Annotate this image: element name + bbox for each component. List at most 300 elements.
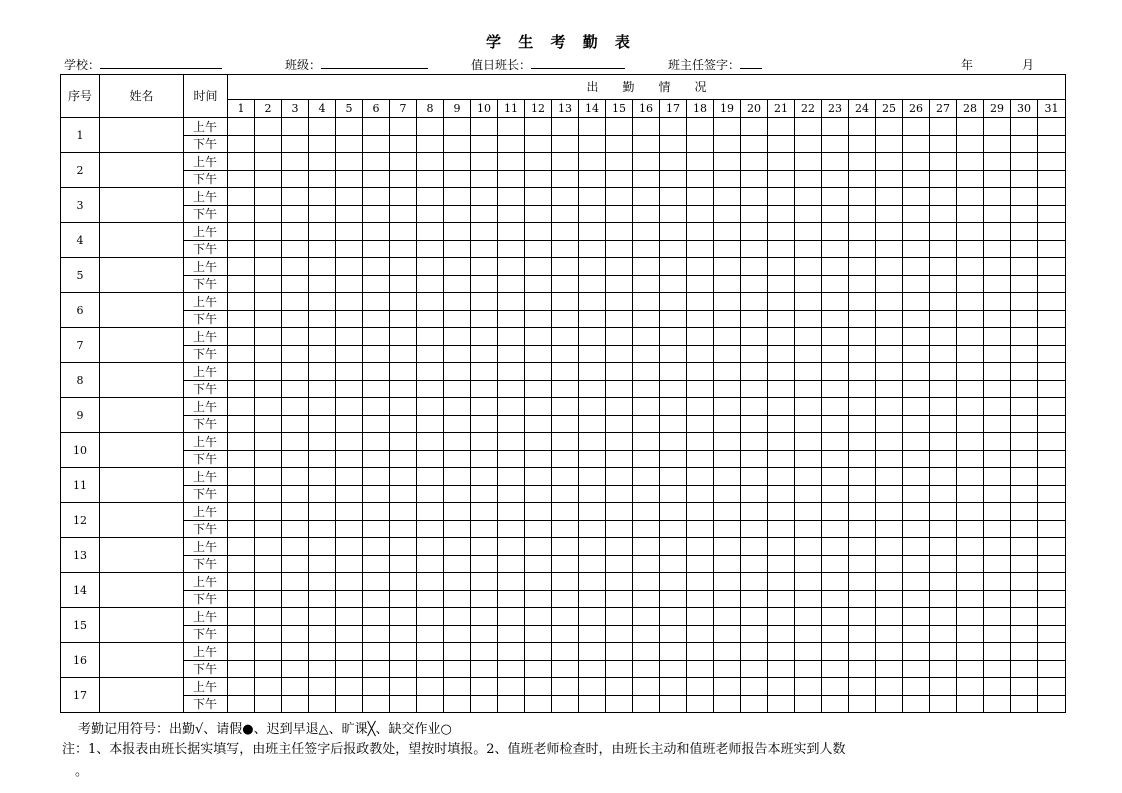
attendance-cell[interactable]: [417, 643, 444, 661]
attendance-cell[interactable]: [903, 293, 930, 311]
attendance-cell[interactable]: [228, 608, 255, 626]
attendance-cell[interactable]: [390, 118, 417, 136]
attendance-cell[interactable]: [255, 433, 282, 451]
attendance-cell[interactable]: [741, 311, 768, 328]
attendance-cell[interactable]: [390, 363, 417, 381]
attendance-cell[interactable]: [363, 556, 390, 573]
attendance-cell[interactable]: [687, 661, 714, 678]
attendance-cell[interactable]: [552, 416, 579, 433]
attendance-cell[interactable]: [876, 328, 903, 346]
attendance-cell[interactable]: [660, 486, 687, 503]
attendance-cell[interactable]: [822, 136, 849, 153]
attendance-cell[interactable]: [1038, 153, 1066, 171]
attendance-cell[interactable]: [741, 363, 768, 381]
attendance-cell[interactable]: [417, 678, 444, 696]
attendance-cell[interactable]: [795, 486, 822, 503]
attendance-cell[interactable]: [903, 556, 930, 573]
attendance-cell[interactable]: [471, 451, 498, 468]
attendance-cell[interactable]: [606, 521, 633, 538]
attendance-cell[interactable]: [309, 363, 336, 381]
attendance-cell[interactable]: [741, 171, 768, 188]
attendance-cell[interactable]: [849, 363, 876, 381]
attendance-cell[interactable]: [363, 206, 390, 223]
attendance-cell[interactable]: [336, 643, 363, 661]
attendance-cell[interactable]: [363, 346, 390, 363]
attendance-cell[interactable]: [363, 381, 390, 398]
attendance-cell[interactable]: [606, 626, 633, 643]
attendance-cell[interactable]: [228, 118, 255, 136]
attendance-cell[interactable]: [984, 696, 1011, 713]
attendance-cell[interactable]: [309, 608, 336, 626]
attendance-cell[interactable]: [471, 678, 498, 696]
attendance-cell[interactable]: [390, 468, 417, 486]
attendance-cell[interactable]: [525, 118, 552, 136]
attendance-cell[interactable]: [1038, 661, 1066, 678]
attendance-cell[interactable]: [444, 416, 471, 433]
attendance-cell[interactable]: [768, 328, 795, 346]
attendance-cell[interactable]: [282, 538, 309, 556]
attendance-cell[interactable]: [552, 363, 579, 381]
attendance-cell[interactable]: [444, 538, 471, 556]
attendance-cell[interactable]: [336, 503, 363, 521]
student-name-cell[interactable]: [100, 118, 184, 153]
attendance-cell[interactable]: [606, 591, 633, 608]
attendance-cell[interactable]: [498, 206, 525, 223]
attendance-cell[interactable]: [255, 311, 282, 328]
attendance-cell[interactable]: [579, 136, 606, 153]
attendance-cell[interactable]: [876, 608, 903, 626]
attendance-cell[interactable]: [417, 556, 444, 573]
attendance-cell[interactable]: [417, 223, 444, 241]
attendance-cell[interactable]: [417, 136, 444, 153]
attendance-cell[interactable]: [471, 258, 498, 276]
attendance-cell[interactable]: [417, 608, 444, 626]
attendance-cell[interactable]: [903, 346, 930, 363]
attendance-cell[interactable]: [282, 346, 309, 363]
student-name-cell[interactable]: [100, 468, 184, 503]
attendance-cell[interactable]: [768, 276, 795, 293]
attendance-cell[interactable]: [606, 346, 633, 363]
attendance-cell[interactable]: [795, 311, 822, 328]
attendance-cell[interactable]: [552, 346, 579, 363]
attendance-cell[interactable]: [984, 398, 1011, 416]
attendance-cell[interactable]: [930, 276, 957, 293]
attendance-cell[interactable]: [1011, 346, 1038, 363]
attendance-cell[interactable]: [687, 486, 714, 503]
attendance-cell[interactable]: [417, 118, 444, 136]
attendance-cell[interactable]: [444, 171, 471, 188]
attendance-cell[interactable]: [714, 556, 741, 573]
attendance-cell[interactable]: [984, 363, 1011, 381]
attendance-cell[interactable]: [498, 276, 525, 293]
attendance-cell[interactable]: [768, 346, 795, 363]
attendance-cell[interactable]: [930, 118, 957, 136]
attendance-cell[interactable]: [687, 136, 714, 153]
attendance-cell[interactable]: [687, 153, 714, 171]
attendance-cell[interactable]: [903, 136, 930, 153]
attendance-cell[interactable]: [849, 223, 876, 241]
attendance-cell[interactable]: [309, 276, 336, 293]
attendance-cell[interactable]: [417, 311, 444, 328]
attendance-cell[interactable]: [390, 503, 417, 521]
attendance-cell[interactable]: [525, 643, 552, 661]
attendance-cell[interactable]: [903, 591, 930, 608]
attendance-cell[interactable]: [984, 538, 1011, 556]
attendance-cell[interactable]: [1038, 626, 1066, 643]
attendance-cell[interactable]: [957, 381, 984, 398]
attendance-cell[interactable]: [471, 661, 498, 678]
attendance-cell[interactable]: [795, 346, 822, 363]
attendance-cell[interactable]: [984, 328, 1011, 346]
attendance-cell[interactable]: [282, 311, 309, 328]
attendance-cell[interactable]: [336, 433, 363, 451]
attendance-cell[interactable]: [984, 136, 1011, 153]
attendance-cell[interactable]: [228, 311, 255, 328]
attendance-cell[interactable]: [579, 451, 606, 468]
attendance-cell[interactable]: [579, 311, 606, 328]
attendance-cell[interactable]: [552, 661, 579, 678]
attendance-cell[interactable]: [606, 136, 633, 153]
attendance-cell[interactable]: [282, 678, 309, 696]
attendance-cell[interactable]: [741, 346, 768, 363]
attendance-cell[interactable]: [795, 433, 822, 451]
attendance-cell[interactable]: [417, 188, 444, 206]
attendance-cell[interactable]: [471, 503, 498, 521]
attendance-cell[interactable]: [363, 171, 390, 188]
attendance-cell[interactable]: [876, 118, 903, 136]
attendance-cell[interactable]: [1011, 451, 1038, 468]
attendance-cell[interactable]: [822, 573, 849, 591]
attendance-cell[interactable]: [498, 258, 525, 276]
attendance-cell[interactable]: [903, 451, 930, 468]
attendance-cell[interactable]: [687, 626, 714, 643]
attendance-cell[interactable]: [687, 293, 714, 311]
attendance-cell[interactable]: [363, 591, 390, 608]
attendance-cell[interactable]: [552, 136, 579, 153]
attendance-cell[interactable]: [390, 591, 417, 608]
attendance-cell[interactable]: [336, 118, 363, 136]
attendance-cell[interactable]: [390, 643, 417, 661]
attendance-cell[interactable]: [336, 573, 363, 591]
attendance-cell[interactable]: [552, 311, 579, 328]
attendance-cell[interactable]: [309, 311, 336, 328]
attendance-cell[interactable]: [606, 206, 633, 223]
attendance-cell[interactable]: [687, 118, 714, 136]
attendance-cell[interactable]: [228, 468, 255, 486]
attendance-cell[interactable]: [309, 171, 336, 188]
attendance-cell[interactable]: [660, 416, 687, 433]
attendance-cell[interactable]: [498, 136, 525, 153]
attendance-cell[interactable]: [741, 153, 768, 171]
attendance-cell[interactable]: [687, 503, 714, 521]
attendance-cell[interactable]: [552, 171, 579, 188]
attendance-cell[interactable]: [984, 311, 1011, 328]
attendance-cell[interactable]: [228, 503, 255, 521]
attendance-cell[interactable]: [903, 678, 930, 696]
attendance-cell[interactable]: [552, 206, 579, 223]
attendance-cell[interactable]: [849, 206, 876, 223]
attendance-cell[interactable]: [741, 381, 768, 398]
attendance-cell[interactable]: [309, 521, 336, 538]
attendance-cell[interactable]: [579, 538, 606, 556]
attendance-cell[interactable]: [525, 486, 552, 503]
attendance-cell[interactable]: [471, 591, 498, 608]
attendance-cell[interactable]: [1011, 293, 1038, 311]
attendance-cell[interactable]: [714, 381, 741, 398]
attendance-cell[interactable]: [255, 136, 282, 153]
attendance-cell[interactable]: [1038, 241, 1066, 258]
attendance-cell[interactable]: [876, 311, 903, 328]
student-name-cell[interactable]: [100, 153, 184, 188]
attendance-cell[interactable]: [606, 398, 633, 416]
attendance-cell[interactable]: [390, 416, 417, 433]
attendance-cell[interactable]: [525, 416, 552, 433]
attendance-cell[interactable]: [390, 136, 417, 153]
attendance-cell[interactable]: [579, 206, 606, 223]
attendance-cell[interactable]: [876, 171, 903, 188]
attendance-cell[interactable]: [633, 416, 660, 433]
attendance-cell[interactable]: [606, 503, 633, 521]
attendance-cell[interactable]: [282, 293, 309, 311]
attendance-cell[interactable]: [390, 678, 417, 696]
attendance-cell[interactable]: [309, 591, 336, 608]
attendance-cell[interactable]: [903, 381, 930, 398]
attendance-cell[interactable]: [1038, 398, 1066, 416]
attendance-cell[interactable]: [795, 206, 822, 223]
attendance-cell[interactable]: [606, 258, 633, 276]
attendance-cell[interactable]: [444, 241, 471, 258]
attendance-cell[interactable]: [471, 538, 498, 556]
attendance-cell[interactable]: [930, 573, 957, 591]
attendance-cell[interactable]: [525, 433, 552, 451]
attendance-cell[interactable]: [849, 118, 876, 136]
attendance-cell[interactable]: [768, 503, 795, 521]
attendance-cell[interactable]: [768, 591, 795, 608]
attendance-cell[interactable]: [363, 118, 390, 136]
attendance-cell[interactable]: [579, 241, 606, 258]
attendance-cell[interactable]: [687, 276, 714, 293]
attendance-cell[interactable]: [768, 538, 795, 556]
attendance-cell[interactable]: [282, 381, 309, 398]
attendance-cell[interactable]: [336, 328, 363, 346]
attendance-cell[interactable]: [579, 381, 606, 398]
attendance-cell[interactable]: [687, 206, 714, 223]
attendance-cell[interactable]: [633, 591, 660, 608]
attendance-cell[interactable]: [336, 468, 363, 486]
attendance-cell[interactable]: [444, 363, 471, 381]
attendance-cell[interactable]: [471, 486, 498, 503]
attendance-cell[interactable]: [1038, 538, 1066, 556]
attendance-cell[interactable]: [390, 293, 417, 311]
attendance-cell[interactable]: [471, 521, 498, 538]
attendance-cell[interactable]: [498, 521, 525, 538]
attendance-cell[interactable]: [390, 223, 417, 241]
attendance-cell[interactable]: [849, 608, 876, 626]
attendance-cell[interactable]: [1038, 328, 1066, 346]
attendance-cell[interactable]: [552, 328, 579, 346]
attendance-cell[interactable]: [606, 118, 633, 136]
attendance-cell[interactable]: [795, 591, 822, 608]
attendance-cell[interactable]: [444, 311, 471, 328]
attendance-cell[interactable]: [255, 486, 282, 503]
attendance-cell[interactable]: [714, 136, 741, 153]
attendance-cell[interactable]: [795, 363, 822, 381]
attendance-cell[interactable]: [525, 153, 552, 171]
attendance-cell[interactable]: [417, 328, 444, 346]
attendance-cell[interactable]: [390, 241, 417, 258]
attendance-cell[interactable]: [714, 661, 741, 678]
attendance-cell[interactable]: [390, 486, 417, 503]
attendance-cell[interactable]: [714, 241, 741, 258]
attendance-cell[interactable]: [768, 678, 795, 696]
attendance-cell[interactable]: [714, 608, 741, 626]
attendance-cell[interactable]: [687, 363, 714, 381]
attendance-cell[interactable]: [660, 188, 687, 206]
attendance-cell[interactable]: [984, 276, 1011, 293]
attendance-cell[interactable]: [1011, 468, 1038, 486]
attendance-cell[interactable]: [1038, 678, 1066, 696]
attendance-cell[interactable]: [282, 521, 309, 538]
attendance-cell[interactable]: [687, 591, 714, 608]
attendance-cell[interactable]: [633, 153, 660, 171]
attendance-cell[interactable]: [1038, 206, 1066, 223]
attendance-cell[interactable]: [984, 661, 1011, 678]
student-name-cell[interactable]: [100, 678, 184, 713]
attendance-cell[interactable]: [876, 398, 903, 416]
attendance-cell[interactable]: [930, 398, 957, 416]
attendance-cell[interactable]: [282, 556, 309, 573]
attendance-cell[interactable]: [633, 241, 660, 258]
attendance-cell[interactable]: [633, 626, 660, 643]
attendance-cell[interactable]: [741, 223, 768, 241]
attendance-cell[interactable]: [228, 416, 255, 433]
attendance-cell[interactable]: [849, 451, 876, 468]
attendance-cell[interactable]: [660, 258, 687, 276]
attendance-cell[interactable]: [849, 311, 876, 328]
attendance-cell[interactable]: [444, 696, 471, 713]
attendance-cell[interactable]: [606, 696, 633, 713]
school-input-line[interactable]: [100, 57, 222, 69]
attendance-cell[interactable]: [471, 171, 498, 188]
attendance-cell[interactable]: [1038, 643, 1066, 661]
attendance-cell[interactable]: [768, 468, 795, 486]
attendance-cell[interactable]: [417, 276, 444, 293]
attendance-cell[interactable]: [903, 538, 930, 556]
attendance-cell[interactable]: [336, 381, 363, 398]
attendance-cell[interactable]: [849, 171, 876, 188]
attendance-cell[interactable]: [903, 241, 930, 258]
attendance-cell[interactable]: [714, 416, 741, 433]
attendance-cell[interactable]: [633, 451, 660, 468]
attendance-cell[interactable]: [822, 311, 849, 328]
attendance-cell[interactable]: [957, 416, 984, 433]
attendance-cell[interactable]: [903, 626, 930, 643]
attendance-cell[interactable]: [1038, 521, 1066, 538]
attendance-cell[interactable]: [930, 136, 957, 153]
attendance-cell[interactable]: [660, 521, 687, 538]
attendance-cell[interactable]: [390, 626, 417, 643]
attendance-cell[interactable]: [552, 293, 579, 311]
attendance-cell[interactable]: [363, 661, 390, 678]
attendance-cell[interactable]: [930, 293, 957, 311]
attendance-cell[interactable]: [741, 556, 768, 573]
attendance-cell[interactable]: [552, 433, 579, 451]
attendance-cell[interactable]: [876, 556, 903, 573]
attendance-cell[interactable]: [417, 538, 444, 556]
attendance-cell[interactable]: [930, 678, 957, 696]
attendance-cell[interactable]: [741, 521, 768, 538]
attendance-cell[interactable]: [876, 486, 903, 503]
attendance-cell[interactable]: [930, 626, 957, 643]
attendance-cell[interactable]: [444, 486, 471, 503]
student-name-cell[interactable]: [100, 188, 184, 223]
attendance-cell[interactable]: [390, 608, 417, 626]
attendance-cell[interactable]: [822, 538, 849, 556]
attendance-cell[interactable]: [444, 556, 471, 573]
attendance-cell[interactable]: [552, 626, 579, 643]
attendance-cell[interactable]: [309, 643, 336, 661]
attendance-cell[interactable]: [903, 608, 930, 626]
attendance-cell[interactable]: [930, 503, 957, 521]
attendance-cell[interactable]: [984, 346, 1011, 363]
attendance-cell[interactable]: [255, 346, 282, 363]
attendance-cell[interactable]: [714, 258, 741, 276]
attendance-cell[interactable]: [876, 153, 903, 171]
attendance-cell[interactable]: [336, 311, 363, 328]
attendance-cell[interactable]: [498, 398, 525, 416]
attendance-cell[interactable]: [849, 626, 876, 643]
attendance-cell[interactable]: [1038, 136, 1066, 153]
attendance-cell[interactable]: [903, 311, 930, 328]
attendance-cell[interactable]: [822, 206, 849, 223]
attendance-cell[interactable]: [768, 223, 795, 241]
attendance-cell[interactable]: [930, 258, 957, 276]
attendance-cell[interactable]: [876, 626, 903, 643]
attendance-cell[interactable]: [633, 118, 660, 136]
attendance-cell[interactable]: [579, 608, 606, 626]
attendance-cell[interactable]: [741, 276, 768, 293]
attendance-cell[interactable]: [849, 556, 876, 573]
attendance-cell[interactable]: [228, 556, 255, 573]
attendance-cell[interactable]: [984, 258, 1011, 276]
attendance-cell[interactable]: [714, 538, 741, 556]
attendance-cell[interactable]: [795, 573, 822, 591]
attendance-cell[interactable]: [903, 433, 930, 451]
attendance-cell[interactable]: [714, 573, 741, 591]
attendance-cell[interactable]: [390, 433, 417, 451]
attendance-cell[interactable]: [282, 503, 309, 521]
attendance-cell[interactable]: [255, 118, 282, 136]
attendance-cell[interactable]: [336, 241, 363, 258]
attendance-cell[interactable]: [930, 468, 957, 486]
attendance-cell[interactable]: [795, 416, 822, 433]
attendance-cell[interactable]: [444, 433, 471, 451]
attendance-cell[interactable]: [498, 486, 525, 503]
attendance-cell[interactable]: [633, 258, 660, 276]
attendance-cell[interactable]: [984, 241, 1011, 258]
attendance-cell[interactable]: [741, 696, 768, 713]
attendance-cell[interactable]: [633, 643, 660, 661]
attendance-cell[interactable]: [282, 363, 309, 381]
attendance-cell[interactable]: [768, 293, 795, 311]
attendance-cell[interactable]: [822, 556, 849, 573]
attendance-cell[interactable]: [714, 118, 741, 136]
attendance-cell[interactable]: [687, 678, 714, 696]
attendance-cell[interactable]: [336, 188, 363, 206]
attendance-cell[interactable]: [417, 661, 444, 678]
attendance-cell[interactable]: [876, 223, 903, 241]
attendance-cell[interactable]: [741, 398, 768, 416]
